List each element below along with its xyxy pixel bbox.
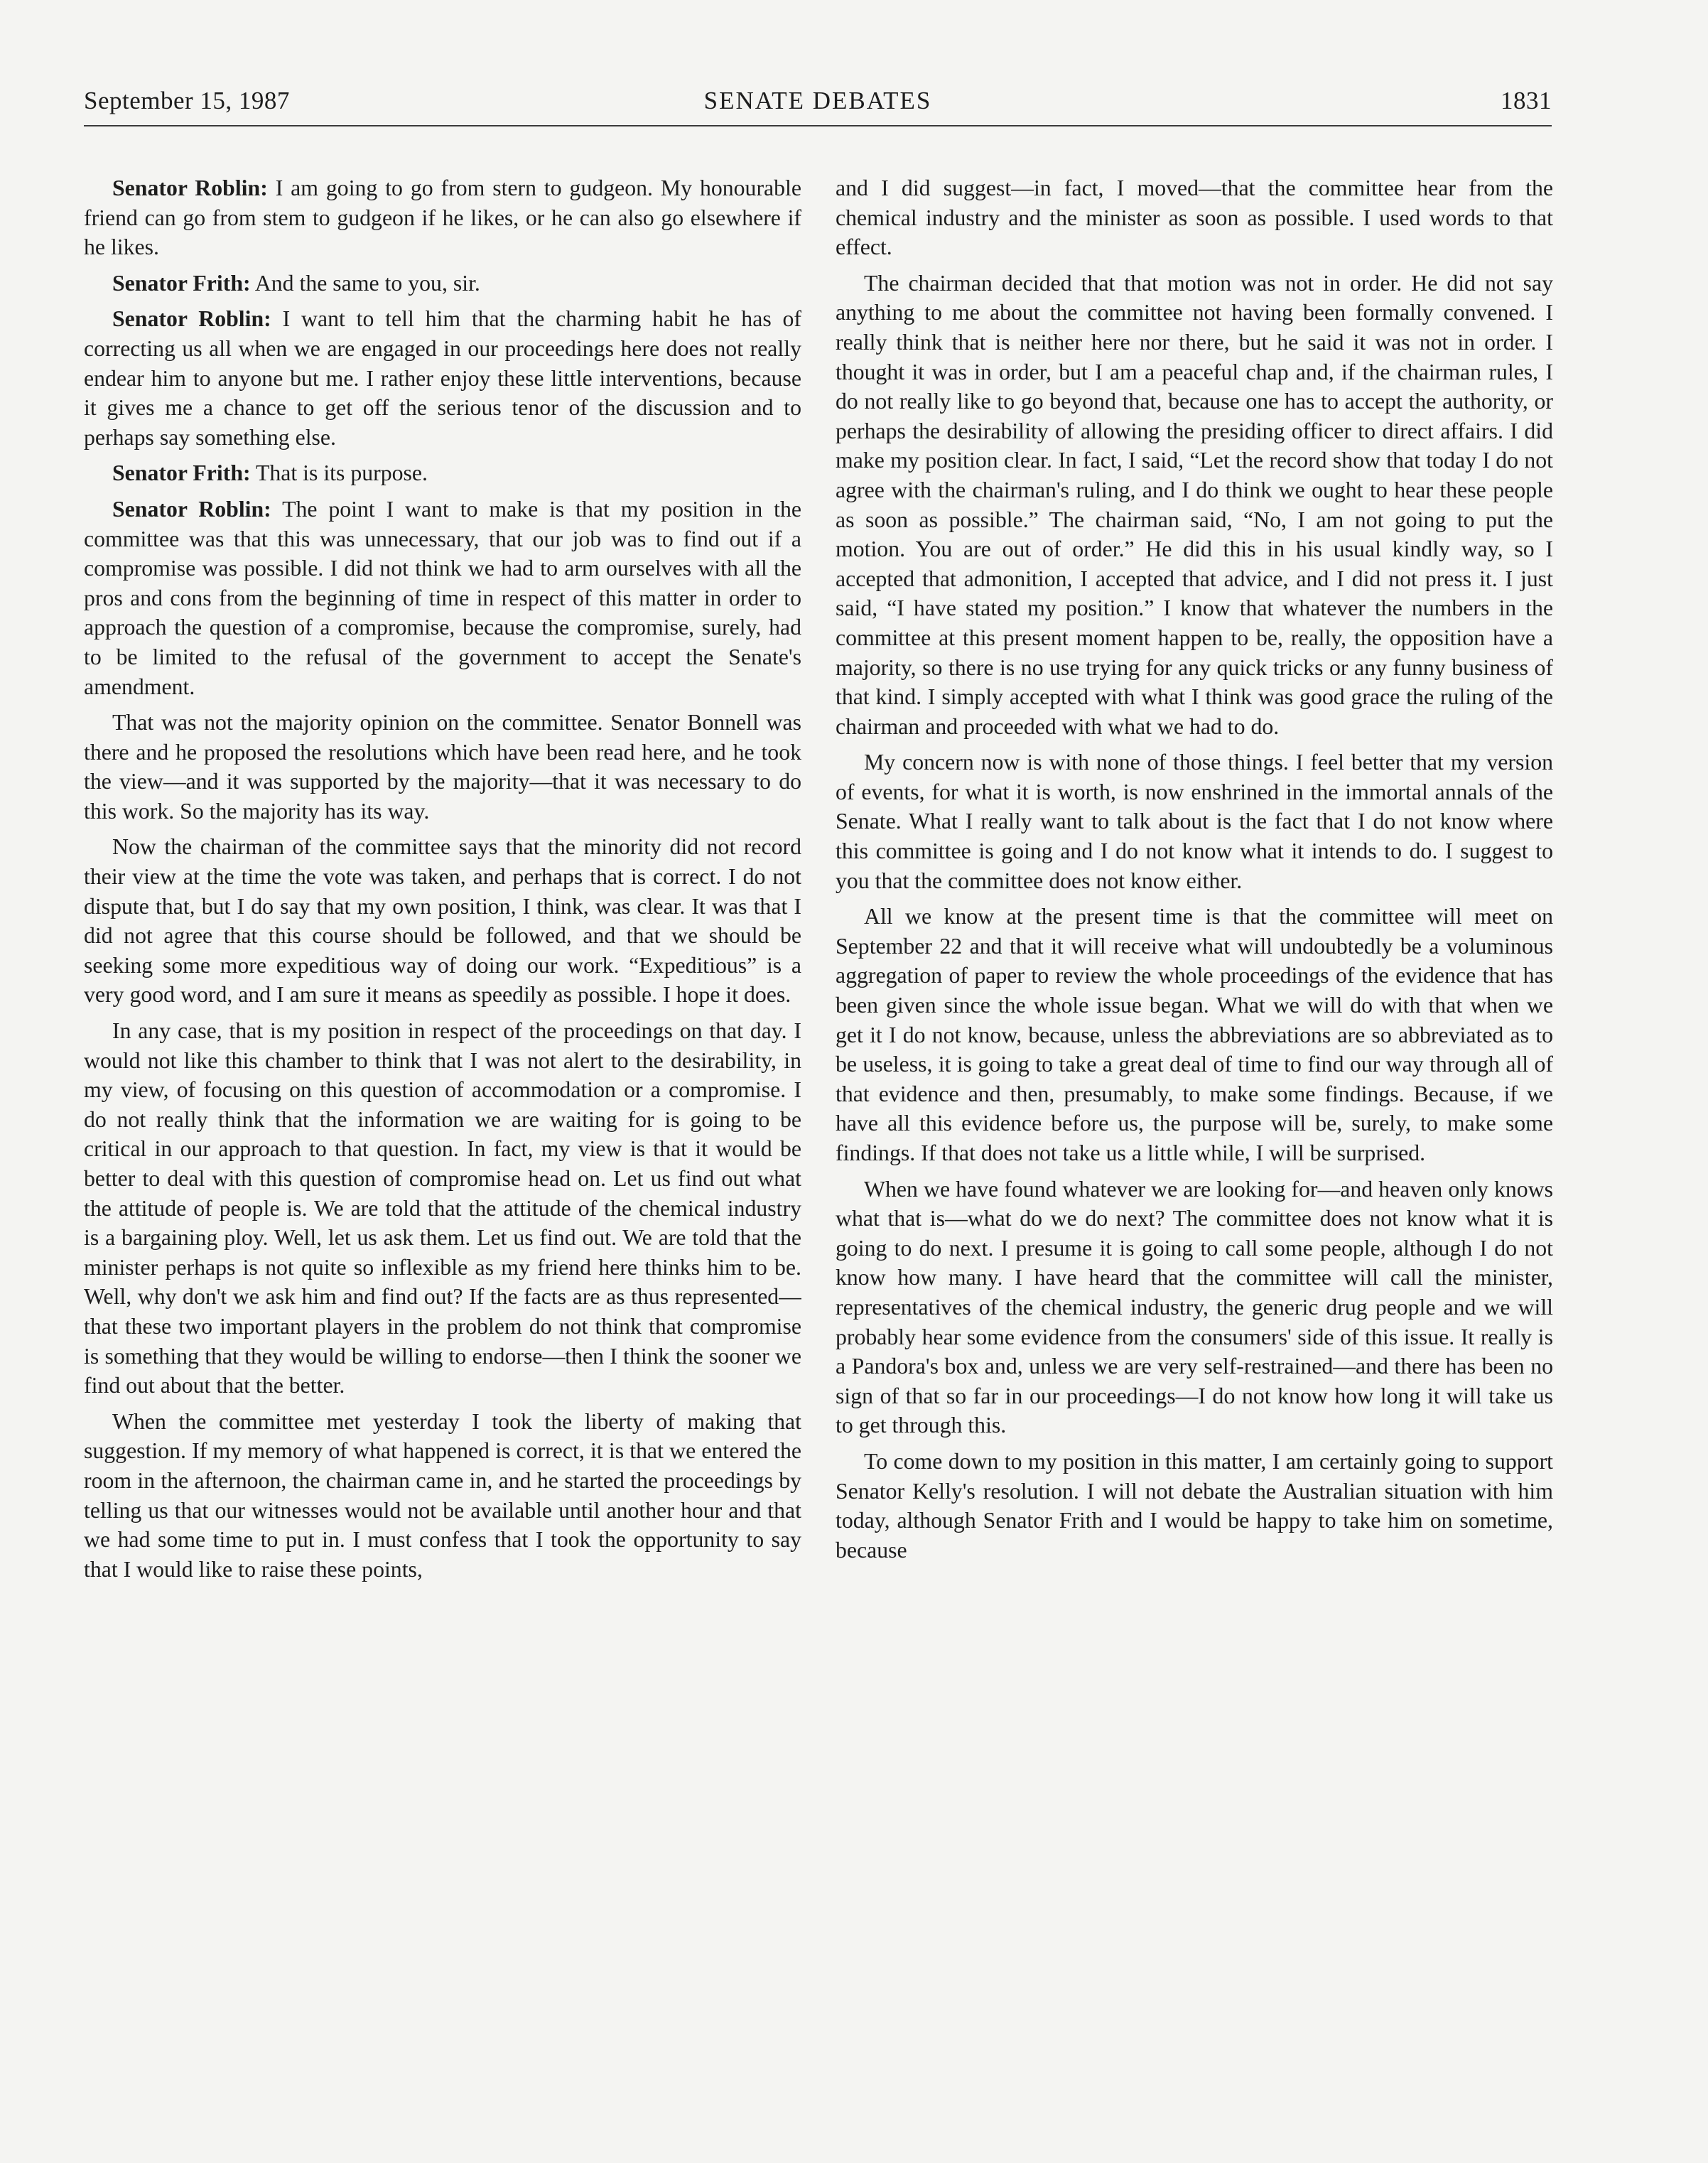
speaker-name: Senator Frith: (112, 270, 251, 296)
paragraph (836, 902, 1553, 1167)
header-date: September 15, 1987 (84, 87, 290, 114)
speaker-name: Senator Roblin: (112, 176, 268, 200)
paragraph-text: I want to tell him that the charming habit he has of correcting us all when we are engaged in our proceedings here does not really endear him to anyone but me. I rather enjoy these little interventions, because it gives me a chance to get off the serious tenor of the discussion and to perhaps say something else. (84, 306, 801, 450)
paragraph-text: To come down to my position in this matter, I am certainly going to support Senator Kelly's resolution. I will not debate the Australian situation with him today, although Senator Frith and I would be happy to take him on sometime, because (836, 1448, 1553, 1563)
paragraph (84, 708, 801, 826)
paragraph (836, 269, 1553, 742)
speaker-name: Senator Roblin: (112, 496, 271, 522)
header-title: SENATE DEBATES (703, 87, 932, 114)
paragraph-text: When the committee met yesterday I took the liberty of making that suggestion. If my memory of what happened is correct, it is that we entered the room in the afternoon, the chairman came in, and he started the proceedings by telling us that our witnesses would not be available until another hour and that we had some time to put in. I must confess that I took the opportunity to say that I would like to raise these points, (84, 1408, 801, 1582)
page-header (84, 84, 1552, 126)
paragraph (836, 1447, 1553, 1565)
paragraph (84, 1407, 801, 1585)
paragraph-text: When we have found whatever we are looking for—and heaven only knows what that is—what do we do next? The committee does not know what it is going to do next. I presume it is going to call some people, although I do not know how many. I have heard that the committee will call the minister, representatives of the chemical industry, the generic drug people and we will probably hear some evidence from the consumers' side of this issue. It really is a Pandora's box and, unless we are very self-restrained—and there has been no sign of that so far in our proceedings—I do not know how long it will take us to get through this. (836, 1176, 1553, 1438)
paragraph-text: and I did suggest—in fact, I moved—that the committee hear from the chemical industry and the minister as soon as possible. I used words to that effect. (836, 176, 1553, 260)
paragraph (84, 832, 801, 1010)
paragraph-text: Now the chairman of the committee says that the minority did not record their view at the time the vote was taken, and perhaps that is correct. I do not dispute that, but I do say that my own position, I think, was clear. It was that I did not agree that this course should be followed, and that we should be seeking some more expeditious way of doing our work. “Expeditious” is a very good word, and I am sure it means as speedily as possible. I hope it does. (84, 834, 801, 1008)
paragraph (84, 495, 801, 701)
paragraph-text: In any case, that is my position in respect of the proceedings on that day. I would not like this chamber to think that I was not alert to the desirability, in my view, of focusing on this question of accommodation or a compromise. I do not really think that the information we are waiting for is going to be critical in our approach to that question. In fact, my view is that it would be better to deal with this question of compromise head on. Let us find out what the attitude of people is. We are told that the attitude of the chemical industry is a bargaining ploy. Well, let us ask them. Let us find out. We are told that the minister perhaps is not quite so inflexible as my friend here thinks him to be. Well, why don't we ask him and find out? If the facts are as thus represented—that these two important players in the problem do not think that compromise is something that they would be willing to endorse—then I think the sooner we find out about that the better. (84, 1018, 801, 1398)
paragraph-text: The point I want to make is that my position in the committee was that this was unnecessary, that our job was to find out if a compromise was possible. I did not think we had to arm ourselves with all the pros and cons from the beginning of time in respect of this matter in order to approach the question of a compromise, because the compromise, surely, had to be limited to the refusal of the government to accept the Senate's amendment. (84, 496, 801, 699)
paragraph (84, 304, 801, 452)
paragraph-text: That is its purpose. (255, 460, 428, 486)
paragraph-text: And the same to you, sir. (254, 270, 480, 296)
right-column (836, 173, 1553, 2106)
paragraph (84, 269, 801, 298)
paragraph-text: That was not the majority opinion on the committee. Senator Bonnell was there and he proposed the resolutions which have been read here, and he took the view—and it was supported by the majority—that it was necessary to do this work. So the majority has its way. (84, 710, 801, 824)
left-column (84, 173, 801, 2106)
paragraph (836, 1175, 1553, 1440)
paragraph-text: I am going to go from stern to gudgeon. My honourable friend can go from stem to gudgeon if he likes, or he can also go elsewhere if he likes. (84, 176, 801, 260)
speaker-name: Senator Roblin: (112, 306, 271, 332)
paragraph-text: My concern now is with none of those things. I feel better that my version of events, for what it is worth, is now enshrined in the immortal annals of the Senate. What I really want to talk about is the fact that I do not know where this committee is going and I do not know what it intends to do. I suggest to you that the committee does not know either. (836, 750, 1553, 893)
header-page-number: 1831 (1501, 87, 1552, 114)
paragraph (84, 458, 801, 488)
paragraph (84, 173, 801, 262)
paragraph (836, 748, 1553, 895)
paragraph (84, 1016, 801, 1401)
paragraph-text: All we know at the present time is that the committee will meet on September 22 and that it will receive what will undoubtedly be a voluminous aggregation of paper to review the whole proceedings of the evidence that has been given since the whole issue began. What we will do with that when we get it I do not know, because, unless the abbreviations are so abbreviated as to be useless, it is going to take a great deal of time to find our way through all of that evidence and then, presumably, to make some findings. Because, if we have all this evidence before us, the purpose will be, surely, to make some findings. If that does not take us a little while, I will be surprised. (836, 904, 1553, 1165)
speaker-name: Senator Frith: (112, 460, 251, 486)
paragraph (836, 173, 1553, 262)
paragraph-text: The chairman decided that that motion was not in order. He did not say anything to me about the committee not having been formally convened. I really think that is neither here nor there, but he said it was not in order. I thought it was in order, but I am a peaceful chap and, if the chairman rules, I do not really like to go beyond that, because one has to accept the authority, or perhaps the desirability of allowing the presiding officer to direct affairs. I did make my position clear. In fact, I said, “Let the record show that today I do not agree with the chairman's ruling, and I do think we ought to hear these people as soon as possible.” The chairman said, “No, I am not going to put the motion. You are out of order.” He did this in his usual kindly way, so I accepted that admonition, I accepted that advice, and I did not press it. I just said, “I have stated my position.” I know that whatever the numbers in the committee at this present moment happen to be, really, the opposition have a majority, so there is no use trying for any quick tricks or any funny business of that kind. I simply accepted with what I think was good grace the ruling of the chairman and proceeded with what we had to do. (836, 270, 1553, 739)
